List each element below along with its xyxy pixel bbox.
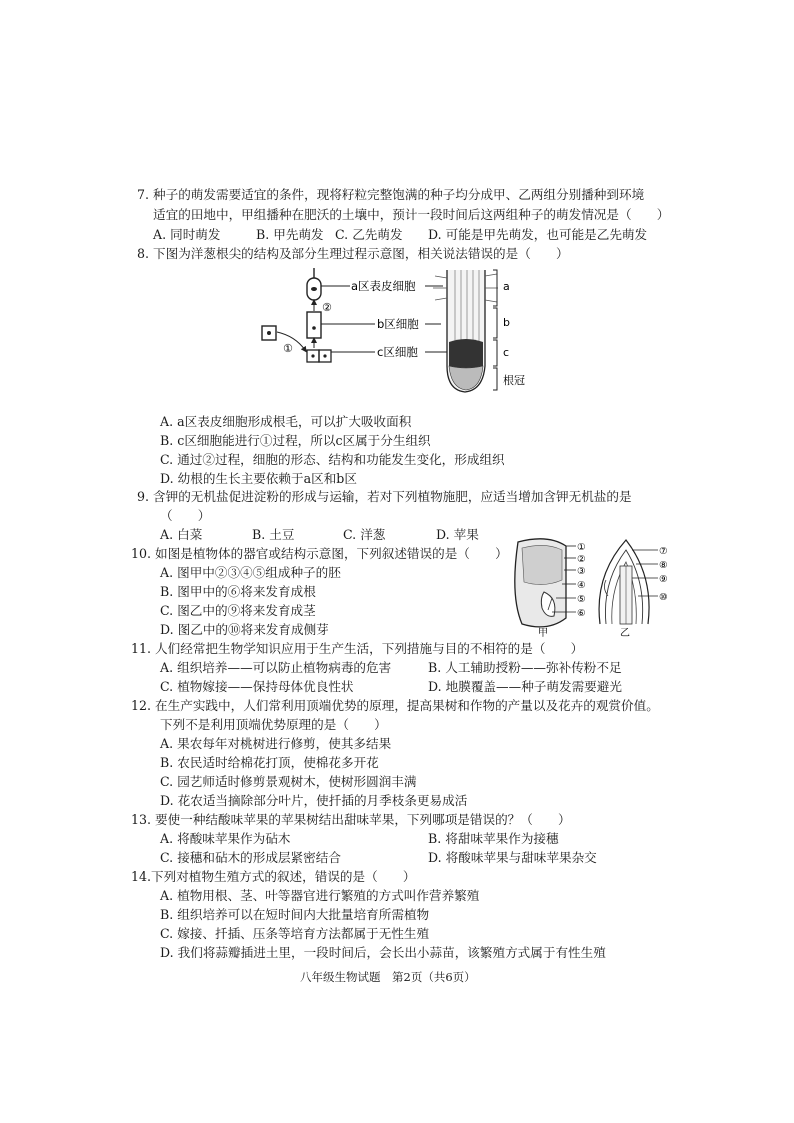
q12-option-d: D. 花农适当摘除部分叶片，使扦插的月季枝条更易成活: [160, 793, 468, 808]
zone-root-cap-label: 根冠: [503, 374, 525, 387]
q7-option-a: A. 同时萌发: [153, 227, 221, 242]
q10-option-c: C. 图乙中的⑨将来发育成茎: [160, 603, 316, 618]
q9-option-d: D. 苹果: [436, 527, 479, 542]
c-zone-cell-diagram: [307, 350, 331, 362]
q14-option-b: B. 组织培养可以在短时间内大批量培育所需植物: [160, 907, 430, 922]
seed-mark-2: ②: [577, 554, 586, 565]
q8-line1: 8. 下图为洋葱根尖的结构及部分生理过程示意图，相关说法错误的是（ ）: [137, 246, 569, 261]
process-mark-2: ②: [322, 301, 332, 314]
q8-option-d: D. 幼根的生长主要依赖于a区和b区: [160, 471, 357, 486]
q7-line2: 适宜的田地中，甲组播种在肥沃的土壤中，预计一段时间后这两组种子的萌发情况是（ ）: [153, 207, 670, 222]
root-tip-drawing: [433, 270, 498, 392]
q11-option-b: B. 人工辅助授粉——弥补传粉不足: [428, 660, 622, 675]
q11-option-d: D. 地膜覆盖——种子萌发需要避光: [428, 679, 622, 694]
q11-option-c: C. 植物嫁接——保持母体优良性状: [160, 679, 354, 694]
q7-option-d: D. 可能是甲先萌发，也可能是乙先萌发: [428, 227, 648, 242]
q13-option-b: B. 将甜味苹果作为接穗: [428, 831, 559, 846]
q11-line1: 11. 人们经常把生物学知识应用于生产生活，下列措施与目的不相符的是（ ）: [131, 641, 584, 656]
root-hair-cell-diagram: [307, 268, 321, 300]
q10-option-a: A. 图甲中②③④⑤组成种子的胚: [160, 565, 341, 580]
q10-option-b: B. 图甲中的⑥将来发育成根: [160, 584, 316, 599]
q8-option-c: C. 通过②过程，细胞的形态、结构和功能发生变化，形成组织: [160, 452, 505, 467]
bud-mark-9: ⑨: [659, 574, 668, 585]
b-zone-cell-diagram: [307, 312, 321, 338]
q9-line2: （ ）: [160, 508, 211, 523]
q14-option-d: D. 我们将蒜瓣插进土里，一段时间后，会长出小蒜苗，该繁殖方式属于有性生殖: [160, 945, 606, 960]
bud-mark-7: ⑦: [659, 546, 668, 557]
zone-b-label: b: [503, 316, 510, 329]
q12-option-a: A. 果农每年对桃树进行修剪，使其多结果: [160, 736, 392, 751]
label-b-zone-cell: b区细胞: [377, 317, 419, 331]
q13-line1: 13. 要使一种结酸味苹果的苹果树结出甜味苹果，下列哪项是错误的？（ ）: [131, 812, 571, 827]
seed-mark-5: ⑤: [577, 594, 586, 605]
dividing-cell-diagram: [262, 326, 276, 340]
q14-line1: 14.下列对植物生殖方式的叙述，错误的是（ ）: [131, 869, 416, 884]
label-a-zone-epidermis: a区表皮细胞: [351, 279, 416, 293]
zone-c-label: c: [503, 346, 510, 359]
q11-option-a: A. 组织培养——可以防止植物病毒的危害: [160, 660, 392, 675]
q12-line2: 下列不是利用顶端优势原理的是（ ）: [160, 717, 387, 732]
caption-yi: 乙: [620, 628, 630, 639]
seed-mark-6: ⑥: [577, 608, 586, 619]
bud-section-drawing: [599, 540, 649, 624]
q12-line1: 12. 在生产实践中，人们常利用顶端优势的原理，提高果树和作物的产量以及花卉的观赏价值。: [131, 698, 659, 713]
bud-mark-10: ⑩: [659, 592, 668, 603]
q8-option-a: A. a区表皮细胞形成根毛，可以扩大吸收面积: [160, 414, 412, 429]
q8-option-b: B. c区细胞能进行①过程，所以c区属于分生组织: [160, 433, 431, 448]
label-c-zone-cell: c区细胞: [377, 345, 418, 359]
q12-option-c: C. 园艺师适时修剪景观树木，使树形圆润丰满: [160, 774, 417, 789]
q9-option-a: A. 白菜: [160, 527, 203, 542]
q7-line1: 7. 种子的萌发需要适宜的条件，现将籽粒完整饱满的种子均分成甲、乙两组分别播种到环境: [137, 187, 645, 202]
q9-option-c: C. 洋葱: [343, 527, 386, 542]
q14-option-a: A. 植物用根、茎、叶等器官进行繁殖的方式叫作营养繁殖: [160, 888, 480, 903]
zone-a-label: a: [503, 280, 510, 293]
onion-root-tip-figure: [255, 266, 530, 396]
q14-option-c: C. 嫁接、扦插、压条等培育方法都属于无性生殖: [160, 926, 430, 941]
q7-option-c: C. 乙先萌发: [335, 227, 403, 242]
q13-option-c: C. 接穗和砧木的形成层紧密结合: [160, 850, 341, 865]
seed-section-drawing: [515, 539, 566, 627]
q9-line1: 9. 含钾的无机盐促进淀粉的形成与运输，若对下列植物施肥，应适当增加含钾无机盐的是: [137, 489, 632, 504]
seed-and-bud-figure: [508, 536, 680, 640]
bud-mark-8: ⑧: [659, 560, 668, 571]
q9-option-b: B. 土豆: [252, 527, 295, 542]
page-footer: 八年级生物试题 第2页（共6页）: [300, 970, 476, 984]
q13-option-a: A. 将酸味苹果作为砧木: [160, 831, 291, 846]
q13-option-d: D. 将酸味苹果与甜味苹果杂交: [428, 850, 597, 865]
q10-option-d: D. 图乙中的⑩将来发育成侧芽: [160, 622, 329, 637]
q12-option-b: B. 农民适时给棉花打顶，使棉花多开花: [160, 755, 379, 770]
process-mark-1: ①: [283, 342, 293, 355]
q10-line1: 10. 如图是植物体的器官或结构示意图，下列叙述错误的是（ ）: [131, 546, 508, 561]
seed-mark-1: ①: [577, 542, 586, 553]
seed-mark-3: ③: [577, 566, 586, 577]
seed-mark-4: ④: [577, 580, 586, 591]
caption-jia: 甲: [538, 628, 548, 639]
q7-option-b: B. 甲先萌发: [256, 227, 324, 242]
